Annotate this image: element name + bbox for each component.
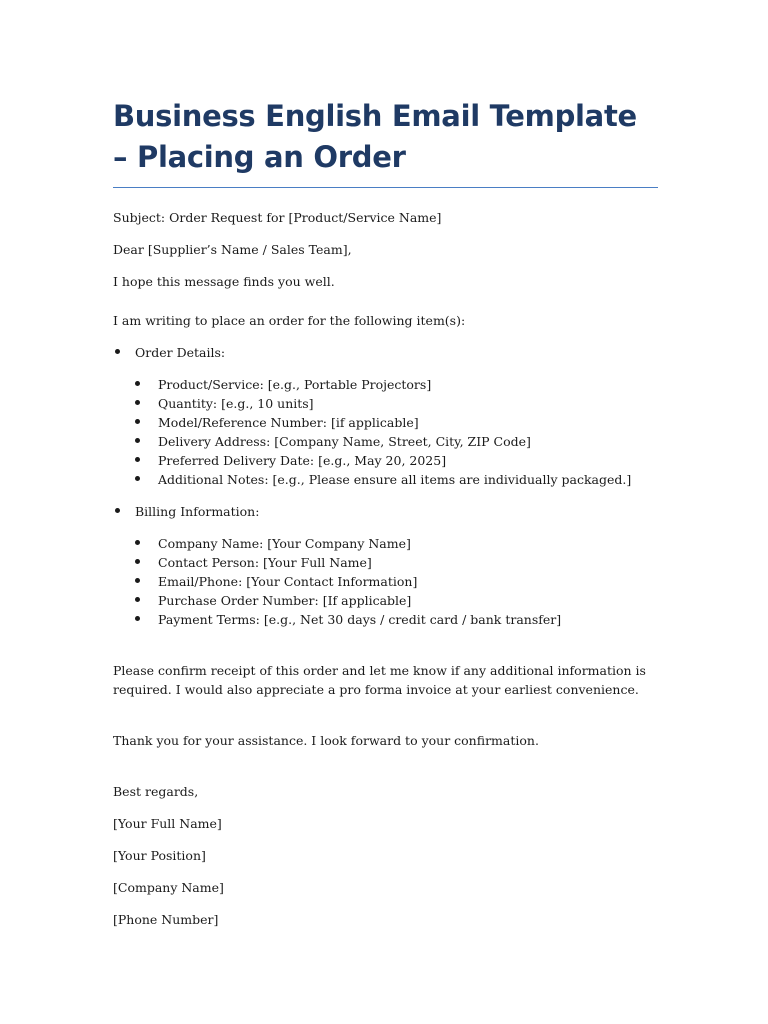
signature-name: [Your Full Name] (113, 816, 222, 831)
order-details-list (113, 343, 658, 489)
list-item: Additional Notes: [e.g., Please ensure all items are individually packaged.] (113, 470, 658, 489)
list-item (113, 502, 658, 629)
list-item: Purchase Order Number: [If applicable] (113, 591, 658, 610)
list-item: Payment Terms: [e.g., Net 30 days / credit card / bank transfer] (113, 610, 658, 629)
closing-line: Best regards, (113, 784, 199, 799)
order-details-items (113, 375, 658, 489)
list-item (113, 343, 658, 489)
list-item: Contact Person: [Your Full Name] (113, 553, 658, 572)
signature-company: [Company Name] (113, 880, 224, 895)
signature-position: [Your Position] (113, 848, 206, 863)
document-page (113, 96, 658, 929)
thanks-line: Thank you for your assistance. I look forward to your confirmation. (113, 733, 539, 748)
subject-line: Subject: Order Request for [Product/Service Name] (113, 210, 442, 225)
signature-phone: [Phone Number] (113, 912, 219, 927)
list-item: Preferred Delivery Date: [e.g., May 20, 2025] (113, 451, 658, 470)
billing-info-list (113, 502, 658, 629)
list-item: Company Name: [Your Company Name] (113, 534, 658, 553)
confirm-paragraph: Please confirm receipt of this order and let me know if any additional information is required. I would also appreciate a pro forma invoice at your earliest convenience. (113, 663, 646, 697)
list-item: Product/Service: [e.g., Portable Projectors] (113, 375, 658, 394)
document-title: Business English Email Template – Placing an Order (113, 99, 637, 174)
section-heading: Order Details: (135, 345, 226, 360)
list-item: Quantity: [e.g., 10 units] (113, 394, 658, 413)
list-item: Delivery Address: [Company Name, Street, City, ZIP Code] (113, 432, 658, 451)
list-item: Model/Reference Number: [if applicable] (113, 413, 658, 432)
greeting-line: Dear [Supplier’s Name / Sales Team], (113, 242, 352, 257)
opening-line: I hope this message finds you well. (113, 274, 335, 289)
section-heading: Billing Information: (135, 504, 260, 519)
billing-info-items (113, 534, 658, 629)
intro-line: I am writing to place an order for the following item(s): (113, 313, 466, 328)
title-underline (113, 187, 658, 188)
list-item: Email/Phone: [Your Contact Information] (113, 572, 658, 591)
